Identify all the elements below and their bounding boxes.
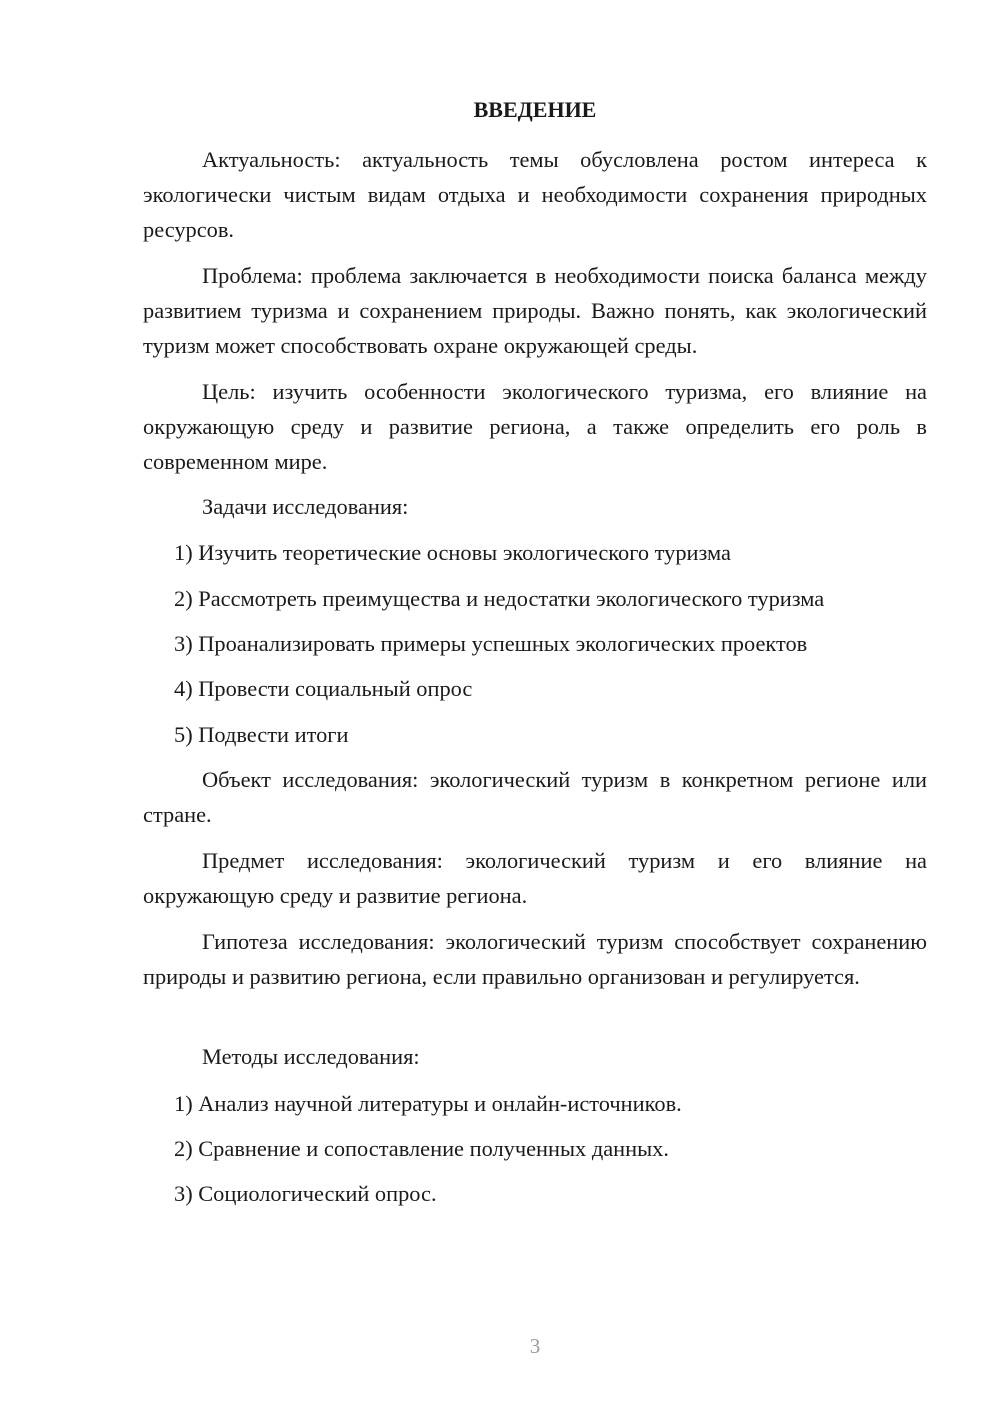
document-page [143,0,927,1414]
list-item: 2) Сравнение и сопоставление полученных данных. [174,1136,669,1161]
list-item: 3) Социологический опрос. [174,1181,437,1206]
methods-title: Методы исследования: [202,1044,420,1069]
list-item: 1) Анализ научной литературы и онлайн-источников. [174,1091,682,1116]
tasks-title: Задачи исследования: [202,494,409,519]
list-item: 3) Проанализировать примеры успешных экологических проектов [174,631,808,656]
page-number: 3 [529,1334,541,1358]
list-item: 1) Изучить теоретические основы экологического туризма [174,540,731,565]
subject-paragraph: Предмет исследования: экологический туризм и его влияние на окружающую среду и развитие региона. [143,848,927,908]
page-heading: ВВЕДЕНИЕ [473,97,597,122]
list-item: 2) Рассмотреть преимущества и недостатки экологического туризма [174,586,825,611]
relevance-paragraph: Актуальность: актуальность темы обусловлена ростом интереса к экологически чистым видам отдыха и необходимости сохранения природных ресурсов. [143,147,927,242]
hypothesis-paragraph: Гипотеза исследования: экологический туризм способствует сохранению природы и развитию региона, если правильно организован и регулируется. [143,929,927,989]
goal-paragraph: Цель: изучить особенности экологического туризма, его влияние на окружающую среду и развитие региона, а также определить его роль в современном мире. [143,379,927,474]
object-paragraph: Объект исследования: экологический туризм в конкретном регионе или стране. [143,767,927,827]
problem-paragraph: Проблема: проблема заключается в необходимости поиска баланса между развитием туризма и сохранением природы. Важно понять, как экологический туризм может способствовать охране окружающей среды. [143,263,927,358]
list-item: 4) Провести социальный опрос [174,676,473,701]
list-item: 5) Подвести итоги [174,722,349,747]
